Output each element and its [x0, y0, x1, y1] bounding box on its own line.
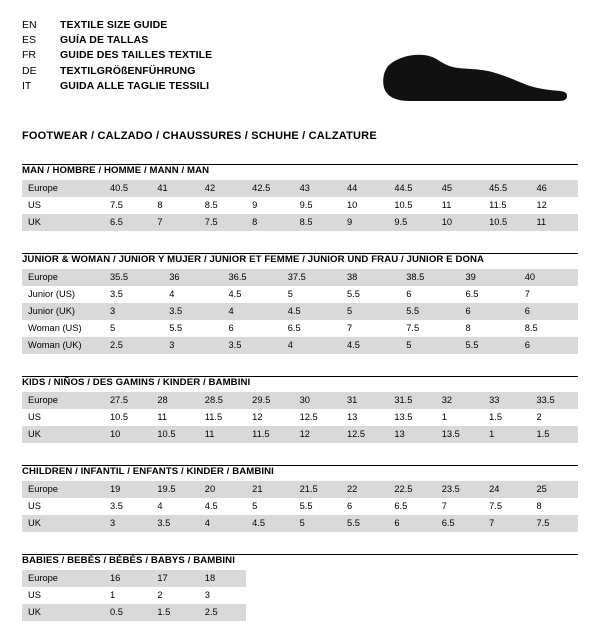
- language-row: [22, 48, 212, 63]
- size-cell: 5.5: [299, 501, 313, 511]
- row-label: US: [28, 501, 41, 511]
- size-cell: 40: [519, 269, 578, 286]
- size-cell: 42: [199, 180, 246, 197]
- size-cell: 6.5: [436, 515, 483, 532]
- size-block-man: [22, 164, 578, 231]
- size-cell: 8: [246, 214, 293, 231]
- size-cell: 13.5: [394, 412, 413, 422]
- language-title: TEXTILE SIZE GUIDE: [60, 19, 168, 31]
- size-cell: 7: [347, 323, 353, 333]
- size-cell: 10: [104, 426, 151, 443]
- size-cell: 3.5: [110, 501, 123, 511]
- size-cell-empty: [246, 570, 293, 587]
- size-cell: 10.5: [110, 412, 129, 422]
- size-cell: 12: [252, 412, 263, 422]
- size-cell-empty: [483, 570, 530, 587]
- size-cell: 9: [252, 200, 258, 210]
- size-cell: 11.5: [489, 200, 507, 210]
- size-cell-empty: [294, 604, 341, 621]
- size-table-body: [22, 269, 578, 354]
- size-cell: 5: [287, 289, 293, 299]
- size-cell: 35.5: [104, 269, 163, 286]
- size-cell: 38.5: [400, 269, 459, 286]
- size-cell: 4: [199, 515, 246, 532]
- size-cell: 18: [199, 570, 246, 587]
- language-title: GUIDA ALLE TAGLIE TESSILI: [60, 79, 210, 92]
- size-cell: 4: [169, 289, 175, 299]
- size-cell: 6.5: [104, 214, 151, 231]
- size-cell: 41: [151, 180, 198, 197]
- size-cell: 31: [341, 392, 388, 409]
- row-label: UK: [22, 426, 104, 443]
- size-cell: 12.5: [341, 426, 388, 443]
- row-label: Woman (US): [28, 323, 82, 333]
- table-row: [22, 515, 578, 532]
- size-cell: 6: [228, 323, 234, 333]
- language-title: TEXTILGRÖßENFÜHRUNG: [60, 64, 196, 77]
- size-cell: 8: [536, 501, 542, 511]
- table-row: [22, 269, 578, 286]
- size-cell: 42.5: [246, 180, 293, 197]
- row-label: Europe: [22, 570, 104, 587]
- size-table-babies: [22, 570, 578, 621]
- language-title-body: [22, 18, 212, 94]
- size-cell: 27.5: [104, 392, 151, 409]
- size-cell: 13: [388, 426, 435, 443]
- size-cell: 5: [110, 323, 116, 333]
- row-label: Europe: [22, 392, 104, 409]
- size-cell: 11: [199, 426, 246, 443]
- size-cell-empty: [531, 587, 578, 604]
- row-label: Europe: [22, 180, 104, 197]
- size-block-kids: [22, 376, 578, 443]
- size-cell: 6.5: [394, 501, 408, 511]
- size-cell: 5: [294, 515, 341, 532]
- size-cell-empty: [483, 604, 530, 621]
- row-label: UK: [22, 604, 104, 621]
- size-cell-empty: [341, 587, 388, 604]
- size-cell: 4.5: [341, 337, 400, 354]
- size-cell: 37.5: [282, 269, 341, 286]
- size-cell: 4.5: [282, 303, 341, 320]
- language-code: EN: [22, 19, 37, 31]
- size-cell: 4: [157, 501, 163, 511]
- size-cell: 7.5: [110, 200, 123, 210]
- language-code: FR: [22, 49, 36, 62]
- size-cell: 3.5: [223, 337, 282, 354]
- size-cell-empty: [436, 604, 483, 621]
- size-cell: 36: [163, 269, 222, 286]
- size-cell: 21.5: [294, 481, 341, 498]
- table-row: [22, 320, 578, 337]
- size-cell: 45.5: [483, 180, 530, 197]
- size-cell: 10: [346, 200, 358, 210]
- size-cell: 5.5: [347, 289, 360, 299]
- table-row: [22, 180, 578, 197]
- language-row: [22, 64, 212, 79]
- size-cell: 43: [294, 180, 341, 197]
- size-cell: 7.5: [406, 323, 420, 333]
- size-cell: 40.5: [104, 180, 151, 197]
- size-cell: 7.5: [531, 515, 578, 532]
- size-cell: 39: [460, 269, 519, 286]
- size-cell: 13: [346, 412, 358, 422]
- size-cell: 11.5: [204, 412, 223, 422]
- size-table-body: [22, 392, 578, 443]
- size-cell: 9.5: [299, 200, 313, 210]
- table-row: [22, 604, 578, 621]
- language-title: GUIDE DES TAILLES TEXTILE: [60, 49, 213, 62]
- size-block-children: [22, 465, 578, 532]
- row-label: Europe: [22, 481, 104, 498]
- language-row: [22, 33, 212, 48]
- size-cell: 16: [104, 570, 151, 587]
- size-cell: 8: [157, 200, 163, 210]
- size-cell: 21: [246, 481, 293, 498]
- size-cell: 7: [441, 501, 447, 511]
- size-cell: 1: [110, 590, 116, 600]
- table-row: [22, 426, 578, 443]
- size-cell: 11: [441, 200, 452, 210]
- size-cell: 8.5: [204, 200, 218, 210]
- size-cell: 38: [341, 269, 400, 286]
- size-cell: 31.5: [388, 392, 435, 409]
- size-cell: 6.5: [465, 289, 479, 299]
- size-cell: 5.5: [400, 303, 459, 320]
- size-cell: 3: [204, 590, 210, 600]
- size-cell: 24: [483, 481, 530, 498]
- row-label: Europe: [22, 269, 104, 286]
- block-title-babies: BABIES / BEBÉS / BÉBÉS / BABYS / BAMBINI: [22, 555, 235, 566]
- size-cell: 44: [341, 180, 388, 197]
- size-cell-empty: [531, 604, 578, 621]
- size-cell: 4.5: [246, 515, 293, 532]
- table-row: [22, 286, 578, 303]
- size-cell: 22.5: [388, 481, 435, 498]
- size-table-children: [22, 481, 578, 532]
- size-block-junior-woman: [22, 253, 578, 354]
- document-header: [22, 18, 578, 108]
- size-block-babies: [22, 554, 578, 621]
- size-cell: 6: [346, 501, 353, 511]
- row-label: UK: [22, 214, 104, 231]
- language-title: GUÍA DE TALLAS: [60, 34, 149, 47]
- size-cell: 1.5: [531, 426, 578, 443]
- size-cell: 19: [104, 481, 151, 498]
- size-cell: 36.5: [223, 269, 282, 286]
- size-cell: 11: [531, 214, 578, 231]
- size-cell-empty: [294, 570, 341, 587]
- size-cell: 12: [536, 200, 547, 210]
- size-cell: 19.5: [151, 481, 198, 498]
- size-cell: 8.5: [294, 214, 341, 231]
- size-cell: 11.5: [246, 426, 293, 443]
- table-row: [22, 197, 578, 214]
- row-label: US: [28, 590, 41, 600]
- size-cell: 4.5: [204, 501, 218, 511]
- language-code: ES: [22, 34, 37, 47]
- row-label: Woman (UK): [22, 337, 104, 354]
- table-row: [22, 337, 578, 354]
- size-cell: 46: [531, 180, 578, 197]
- size-table-kids: [22, 392, 578, 443]
- size-cell: 9: [341, 214, 388, 231]
- size-cell: 8.5: [524, 323, 538, 333]
- table-row: [22, 214, 578, 231]
- size-cell-empty: [341, 604, 388, 621]
- block-title-junior-woman: JUNIOR & WOMAN / JUNIOR Y MUJER / JUNIOR ET FEMME / JUNIOR UND FRAU / JUNIOR E DONA: [22, 254, 485, 265]
- language-row: [22, 18, 212, 33]
- size-cell: 4: [282, 337, 341, 354]
- size-cell-empty: [531, 570, 578, 587]
- size-cell: 5: [252, 501, 258, 511]
- size-cell: 12: [294, 426, 341, 443]
- size-cell: 7.5: [489, 501, 503, 511]
- size-cell: 6: [519, 303, 578, 320]
- size-cell: 7: [151, 214, 198, 231]
- size-cell: 10: [436, 214, 483, 231]
- table-row: [22, 481, 578, 498]
- size-cell: 9.5: [388, 214, 435, 231]
- dress-shoe-icon: [380, 36, 570, 108]
- size-cell: 32: [436, 392, 483, 409]
- size-cell: 2: [157, 590, 163, 600]
- size-cell: 28.5: [199, 392, 246, 409]
- footwear-section-title: FOOTWEAR / CALZADO / CHAUSSURES / SCHUHE / CALZATURE: [22, 130, 377, 142]
- size-cell: 30: [294, 392, 341, 409]
- size-cell: 0.5: [104, 604, 151, 621]
- size-cell: 6: [388, 515, 435, 532]
- size-cell: 6.5: [287, 323, 301, 333]
- size-cell: 33: [483, 392, 530, 409]
- size-cell: 6: [406, 289, 412, 299]
- size-cell-empty: [246, 587, 293, 604]
- language-title-table: [22, 18, 212, 94]
- size-cell: 5: [400, 337, 459, 354]
- size-cell: 45: [436, 180, 483, 197]
- size-table-junior-woman: [22, 269, 578, 354]
- size-cell-empty: [341, 570, 388, 587]
- size-cell-empty: [436, 570, 483, 587]
- size-cell: 10.5: [394, 200, 413, 210]
- size-cell: 20: [199, 481, 246, 498]
- size-cell: 17: [151, 570, 198, 587]
- size-cell: 10.5: [151, 426, 198, 443]
- language-code: DE: [22, 64, 37, 77]
- size-cell: 12.5: [299, 412, 318, 422]
- language-code: IT: [22, 79, 32, 92]
- size-cell: 5.5: [169, 323, 183, 333]
- size-cell: 33.5: [531, 392, 578, 409]
- row-label: US: [28, 200, 41, 210]
- size-cell: 29.5: [246, 392, 293, 409]
- size-cell-empty: [388, 587, 435, 604]
- size-cell: 22: [341, 481, 388, 498]
- size-cell-empty: [388, 570, 435, 587]
- size-cell: 1.5: [151, 604, 198, 621]
- table-row: [22, 498, 578, 515]
- size-cell: 11: [157, 412, 168, 422]
- row-label: US: [28, 412, 41, 422]
- table-row: [22, 570, 578, 587]
- size-cell: 3: [163, 337, 222, 354]
- size-cell: 5.5: [341, 515, 388, 532]
- table-row: [22, 587, 578, 604]
- size-cell: 5.5: [460, 337, 519, 354]
- size-table-body: [22, 481, 578, 532]
- size-cell: 1.5: [489, 412, 503, 422]
- size-cell: 1: [441, 412, 447, 422]
- size-cell: 6: [460, 303, 519, 320]
- size-cell: 10.5: [483, 214, 530, 231]
- size-cell: 23.5: [436, 481, 483, 498]
- size-cell-empty: [483, 587, 530, 604]
- size-cell: 3.5: [163, 303, 222, 320]
- size-cell: 25: [531, 481, 578, 498]
- size-cell: 2: [536, 412, 542, 422]
- size-cell: 4: [223, 303, 282, 320]
- size-cell: 2.5: [104, 337, 163, 354]
- size-cell: 44.5: [388, 180, 435, 197]
- block-title-children: CHILDREN / INFANTIL / ENFANTS / KINDER / BAMBINI: [22, 466, 274, 477]
- size-table-body: [22, 180, 578, 231]
- size-cell: 13.5: [436, 426, 483, 443]
- size-table-man: [22, 180, 578, 231]
- size-cell: 4.5: [228, 289, 242, 299]
- row-label: UK: [22, 515, 104, 532]
- block-title-man: MAN / HOMBRE / HOMME / MANN / MAN: [22, 165, 210, 176]
- size-cell-empty: [294, 587, 341, 604]
- size-table-body: [22, 570, 578, 621]
- size-cell: 3.5: [151, 515, 198, 532]
- size-cell: 3.5: [110, 289, 123, 299]
- size-cell-empty: [388, 604, 435, 621]
- size-cell: 6: [519, 337, 578, 354]
- size-cell: 3: [104, 303, 163, 320]
- row-label: Junior (UK): [22, 303, 104, 320]
- size-cell: 28: [151, 392, 198, 409]
- size-cell: 2.5: [199, 604, 246, 621]
- size-cell: 7: [483, 515, 530, 532]
- table-row: [22, 303, 578, 320]
- size-cell: 1: [483, 426, 530, 443]
- size-cell: 8: [465, 323, 471, 333]
- size-cell-empty: [436, 587, 483, 604]
- block-title-kids: KIDS / NIÑOS / DES GAMINS / KINDER / BAMBINI: [22, 377, 251, 388]
- size-cell: 7.5: [199, 214, 246, 231]
- table-row: [22, 392, 578, 409]
- size-cell: 5: [341, 303, 400, 320]
- row-label: Junior (US): [28, 289, 76, 299]
- size-cell: 3: [104, 515, 151, 532]
- size-cell-empty: [246, 604, 293, 621]
- table-row: [22, 409, 578, 426]
- size-cell: 7: [524, 289, 530, 299]
- language-row: [22, 79, 212, 94]
